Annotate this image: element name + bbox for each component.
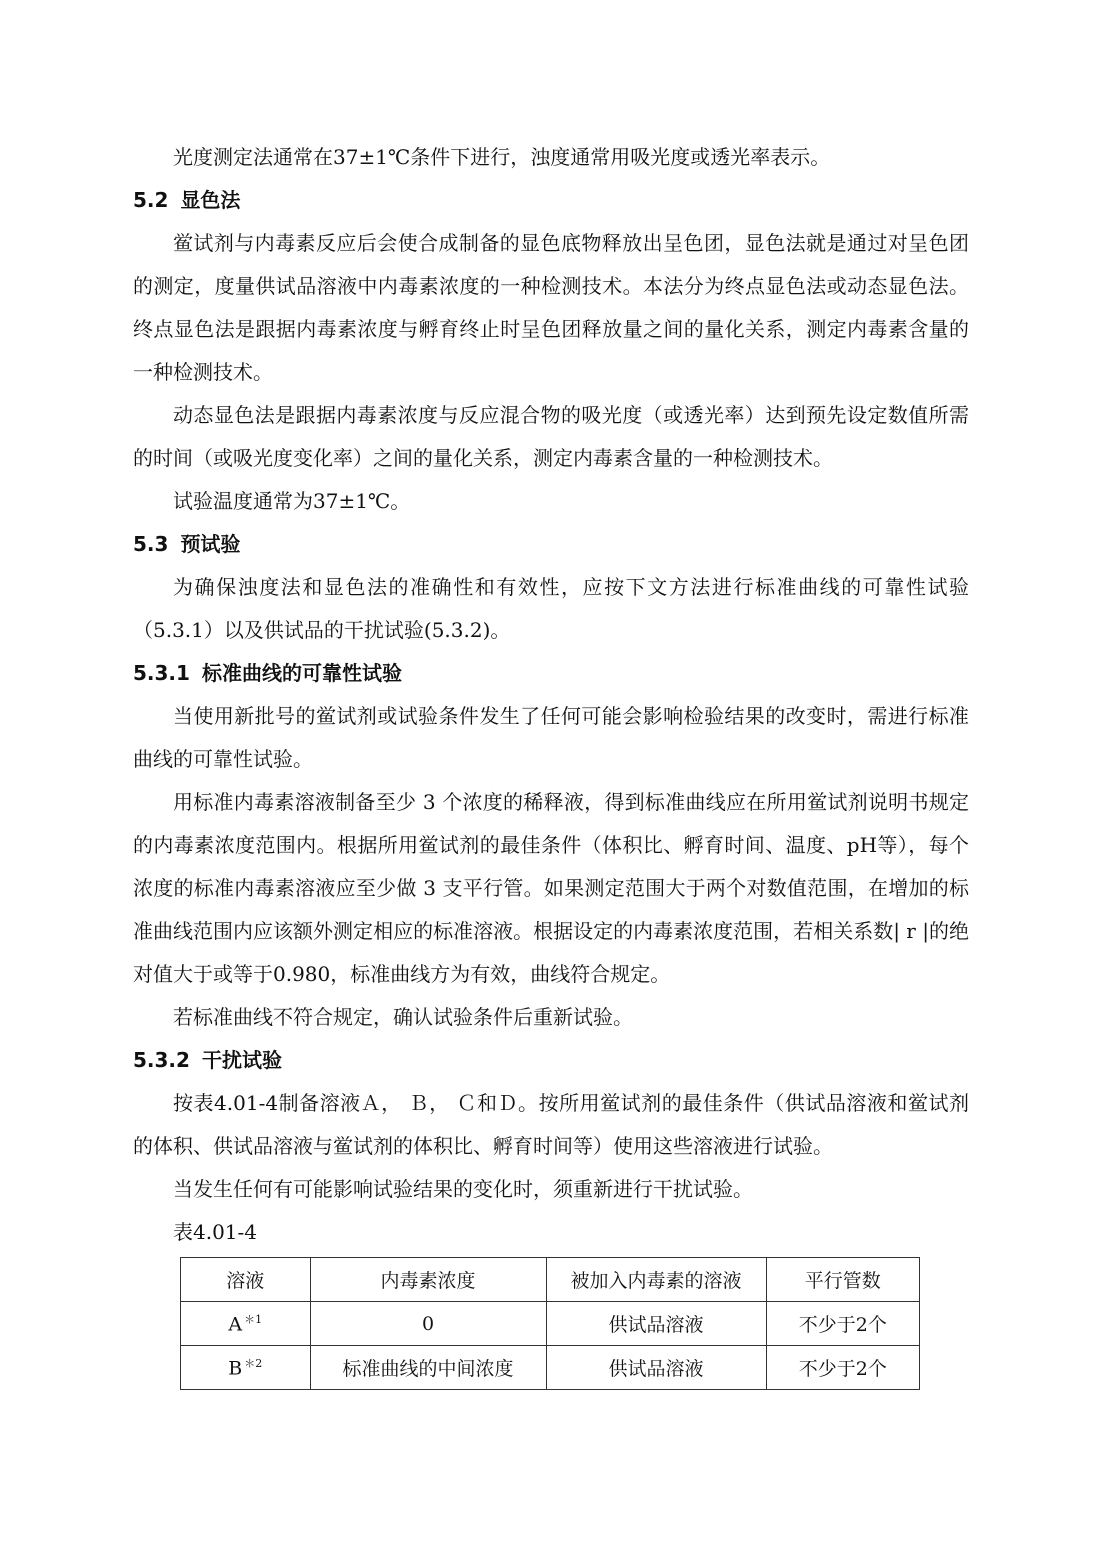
footnote-mark: ＊1 [244,1313,263,1327]
table-header-row [181,1258,920,1302]
paragraph-standard-curve: 用标准内毒素溶液制备至少 3 个浓度的稀释液，得到标准曲线应在所用鲎试剂说明书规定的内毒素浓度范围内。根据所用鲎试剂的最佳条件（体积比、孵育时间、温度、pH等），每个浓度的标准内毒素溶液应至少做 3 支平行管。如果测定范围大于两个对数值范围，在增加的标准曲线范围内应该额外测定相应的标准溶液。根据设定的内毒素浓度范围，若相关系数| r |的绝对值大于或等于0.980，标准曲线方为有效，曲线符合规定。 [133,790,969,986]
cell-concentration: 标准曲线的中间浓度 [310,1346,546,1390]
cell-replicates: 不少于2个 [766,1346,919,1390]
table-row [181,1302,920,1346]
section-title: 标准曲线的可靠性试验 [201,661,402,685]
paragraph-kinetic-chromogenic: 动态显色法是跟据内毒素浓度与反应混合物的吸光度（或透光率）达到预先设定数值所需的时间（或吸光度变化率）之间的量化关系，测定内毒素含量的一种检测技术。 [133,403,969,470]
cell-solution [181,1302,311,1346]
section-heading-5-3-1 [133,652,969,695]
paragraph-prepare-solutions: 按表4.01-4制备溶液Ａ， Ｂ， Ｃ和Ｄ。按所用鲎试剂的最佳条件（供试品溶液和鲎试剂的体积、供试品溶液与鲎试剂的体积比、孵育时间等）使用这些溶液进行试验。 [133,1091,969,1158]
paragraph-retest: 若标准曲线不符合规定，确认试验条件后重新试验。 [173,1005,633,1029]
section-heading-5-3-2 [133,1039,969,1082]
cell-replicates: 不少于2个 [766,1302,919,1346]
header-endotoxin-concentration: 内毒素浓度 [310,1258,546,1302]
section-heading-5-2 [133,179,969,222]
section-title: 预试验 [180,532,241,556]
table-caption: 表4.01-4 [173,1220,258,1244]
section-title: 显色法 [180,188,241,212]
paragraph-chromogenic-intro: 鲎试剂与内毒素反应后会使合成制备的显色底物释放出呈色团，显色法就是通过对呈色团的测定，度量供试品溶液中内毒素浓度的一种检测技术。本法分为终点显色法或动态显色法。终点显色法是跟据内毒素浓度与孵育终止时呈色团释放量之间的量化关系，测定内毒素含量的一种检测技术。 [133,231,969,384]
header-replicates: 平行管数 [766,1258,919,1302]
section-number: 5.3 [133,532,169,556]
cell-spiked-solution: 供试品溶液 [546,1302,766,1346]
header-solution: 溶液 [181,1258,311,1302]
footnote-mark: ＊2 [244,1357,263,1371]
cell-concentration: 0 [310,1302,546,1346]
section-number: 5.3.2 [133,1048,190,1072]
section-number: 5.2 [133,188,169,212]
cell-spiked-solution: 供试品溶液 [546,1346,766,1390]
paragraph-new-lot: 当使用新批号的鲎试剂或试验条件发生了任何可能会影响检验结果的改变时，需进行标准曲线的可靠性试验。 [133,704,969,771]
paragraph-photometric-temperature: 光度测定法通常在37±1℃条件下进行，浊度通常用吸光度或透光率表示。 [173,145,831,169]
section-title: 干扰试验 [201,1048,282,1072]
paragraph-redo-interference: 当发生任何有可能影响试验结果的变化时，须重新进行干扰试验。 [173,1177,753,1201]
table-row [181,1346,920,1390]
header-spiked-solution: 被加入内毒素的溶液 [546,1258,766,1302]
section-number: 5.3.1 [133,661,190,685]
solution-label: A [228,1313,243,1336]
document-body [133,136,969,1254]
section-heading-5-3 [133,523,969,566]
solution-label: B [228,1357,243,1380]
paragraph-preliminary-test: 为确保浊度法和显色法的准确性和有效性，应按下文方法进行标准曲线的可靠性试验（5.3.1）以及供试品的干扰试验(5.3.2)。 [133,575,969,642]
paragraph-test-temperature: 试验温度通常为37±1℃。 [173,489,411,513]
cell-solution [181,1346,311,1390]
solutions-table [180,1257,920,1390]
